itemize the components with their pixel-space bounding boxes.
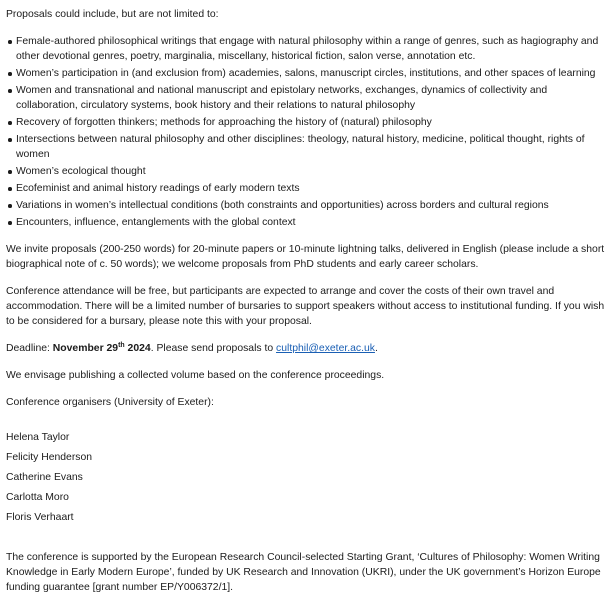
organiser-name: Floris Verhaart (6, 512, 74, 523)
deadline-instruction: . Please send proposals to (150, 343, 277, 354)
organiser-name: Helena Taylor (6, 432, 70, 443)
list-item: Women’s participation in (and exclusion from) academies, salons, manuscript circles, institutions, and other spaces of learning (16, 66, 609, 81)
organiser-name: Felicity Henderson (6, 452, 93, 463)
list-item: Recovery of forgotten thinkers; methods for approaching the history of (natural) philosophy (16, 115, 609, 130)
organisers-list (6, 430, 609, 530)
list-item: Women’s ecological thought (16, 164, 609, 179)
deadline-line: Deadline: November 29th 2024. Please send proposals to cultphil@exeter.ac.uk. (6, 342, 378, 354)
support-paragraph: The conference is supported by the European Research Council-selected Starting Grant, ‘Cultures of Philosophy: Women Writing Knowledge in Early Modern Europe’, funded by UK Research and Innovation (UKRI), under the UK government’s Horizon Europe funding guarantee [grant number EP/Y006372/1]. (6, 552, 601, 593)
deadline-date: November 29th 2024 (52, 342, 151, 354)
list-item: Women and transnational and national manuscript and epistolary networks, exchanges, dynamics of collectivity and collaboration, circulatory systems, book history and their relations to natural philosophy (16, 83, 609, 113)
organiser-name: Carlotta Moro (6, 492, 69, 503)
organiser-name: Catherine Evans (6, 472, 83, 483)
intro-text: Proposals could include, but are not limited to: (6, 9, 219, 20)
list-item: Encounters, influence, entanglements with the global context (16, 215, 609, 230)
list-item: Ecofeminist and animal history readings of early modern texts (16, 181, 609, 196)
organisers-heading: Conference organisers (University of Exeter): (6, 397, 214, 408)
invite-paragraph: We invite proposals (200-250 words) for 20-minute papers or 10-minute lightning talks, delivered in English (please include a short biographical note of c. 50 words); we welcome proposals from PhD students and early career scholars. (6, 244, 605, 270)
email-link[interactable]: cultphil@exeter.ac.uk (276, 343, 375, 354)
document-body (6, 7, 609, 595)
list-item: Intersections between natural philosophy and other disciplines: theology, natural history, medicine, political thought, rights of women (16, 132, 609, 162)
volume-paragraph: We envisage publishing a collected volume based on the conference proceedings. (6, 370, 385, 381)
topics-list (6, 34, 609, 230)
deadline-label: Deadline: (6, 343, 53, 354)
list-item: Female-authored philosophical writings that engage with natural philosophy within a range of genres, such as hagiography and other devotional genres, poetry, marginalia, miscellany, historical fiction, salon verse, annotation etc. (16, 34, 609, 64)
list-item: Variations in women’s intellectual conditions (both constraints and opportunities) across borders and cultural regions (16, 198, 609, 213)
attendance-paragraph: Conference attendance will be free, but participants are expected to arrange and cover the costs of their own travel and accommodation. There will be a limited number of bursaries to support speakers without access to institutional funding. If you wish to be considered for a bursary, please note this with your proposal. (6, 286, 605, 327)
